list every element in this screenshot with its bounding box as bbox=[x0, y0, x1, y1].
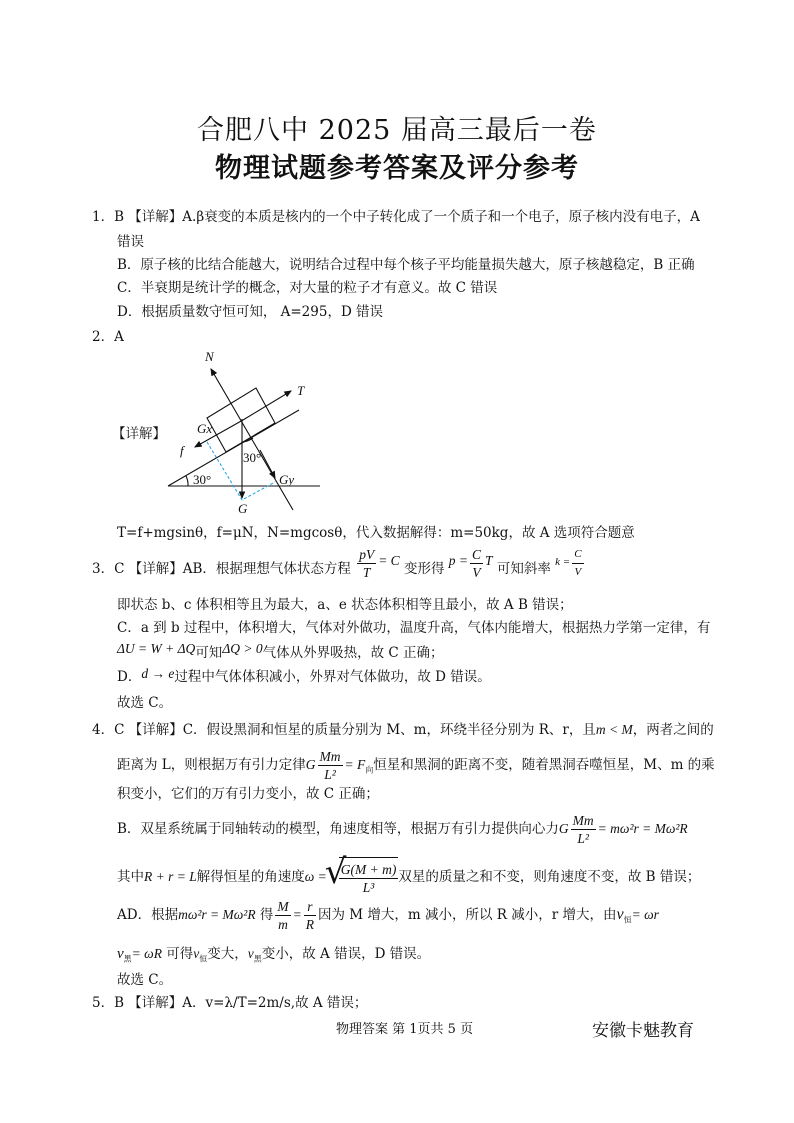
k-eq-lhs: k = bbox=[555, 556, 571, 568]
velocity-symbol: v bbox=[117, 946, 124, 962]
q3-option-d bbox=[117, 667, 491, 687]
label-angle-incline: 30° bbox=[193, 472, 212, 487]
dq-positive-eq: ΔQ > 0 bbox=[222, 641, 263, 656]
gravity-const: G bbox=[558, 821, 569, 836]
q4-text: 4．C 【详解】C．假设黑洞和恒星的质量分别为 M、m，环绕半径分别为 R、r，且 bbox=[92, 722, 596, 738]
q2-detail-label: 【详解】 bbox=[112, 426, 166, 442]
label-Gx: Gx bbox=[197, 421, 213, 436]
v-eq-wR: = ωR bbox=[131, 946, 162, 961]
q4-text: 解得恒星的角速度 bbox=[196, 869, 305, 885]
q4-text: 因为 M 增大，m 减小，所以 R 减小，r 增大，由 bbox=[318, 907, 617, 923]
fraction-den: R bbox=[305, 917, 315, 932]
q4-conclusion: 故选 C。 bbox=[117, 972, 173, 988]
r-sum-eq: R + r = L bbox=[144, 869, 197, 884]
r-over-R-fraction bbox=[304, 898, 316, 933]
page-footer: 物理答案 第 1页共 5 页 bbox=[336, 1022, 474, 1037]
q1-option-d: D．根据质量数守恒可知， A=295，D 错误 bbox=[117, 304, 384, 320]
subscript: 恒 bbox=[199, 954, 208, 964]
q2-head: 2．A bbox=[92, 329, 124, 345]
velocity-symbol: v bbox=[193, 946, 200, 961]
mm-over-l2-fraction bbox=[571, 812, 596, 847]
component-dashed-lines bbox=[207, 442, 275, 500]
label-G: G bbox=[238, 501, 248, 516]
v-eq-wr: = ωr bbox=[631, 907, 659, 922]
fraction-num: √ G(M + m) bbox=[340, 862, 397, 877]
omega-balance-eq: mω²r = Mω²R bbox=[178, 907, 256, 922]
subscript: 黑 bbox=[253, 954, 262, 964]
fraction-num: Mm bbox=[572, 813, 594, 828]
q4-text: 距离为 L，则根据万有引力定律 bbox=[117, 757, 306, 773]
q4-text: 得 bbox=[259, 907, 274, 923]
document-subtitle: 物理试题参考答案及评分参考 bbox=[215, 153, 579, 184]
subscript: 向 bbox=[365, 765, 374, 775]
q3-text: 气体从外界吸热，故 C 正确； bbox=[262, 645, 444, 661]
fraction-den: L³ bbox=[362, 880, 375, 895]
ideal-gas-fraction bbox=[357, 546, 376, 581]
q4-line2 bbox=[117, 748, 715, 788]
d-to-e-eq: d → e bbox=[141, 666, 175, 681]
fraction-den: L² bbox=[577, 831, 589, 846]
q4-line3: 积变小，它们的万有引力变小，故 C 正确； bbox=[117, 786, 379, 802]
subscript: 黑 bbox=[123, 954, 132, 964]
q3-text1: 3．C 【详解】AB．根据理想气体状态方程 bbox=[92, 561, 351, 577]
q4-line1 bbox=[92, 720, 714, 740]
gravity-const: G bbox=[305, 757, 316, 772]
velocity-symbol: v bbox=[616, 906, 624, 923]
q4-text: AD．根据 bbox=[117, 907, 179, 923]
first-law-eq: ΔU = W + ΔQ bbox=[117, 641, 196, 656]
omega-eq: ω = bbox=[304, 869, 327, 884]
c-over-v-fraction bbox=[470, 546, 483, 581]
q3-text: 过程中气体体积减小，外界对气体做功，故 D 错误。 bbox=[174, 669, 491, 685]
gy-arrow bbox=[260, 450, 275, 478]
equals: = bbox=[292, 907, 302, 922]
angle-arc-incline bbox=[186, 476, 188, 486]
fraction-num: pV bbox=[359, 547, 375, 562]
sqrt-expression bbox=[339, 857, 399, 898]
tension-arrow bbox=[243, 391, 291, 420]
q4-line6 bbox=[117, 898, 659, 938]
q1-line1: 1．B 【详解】A.β衰变的本质是核内的一个中子转化成了一个质子和一个电子，原子核内没有电子，A bbox=[92, 209, 700, 225]
fraction-num: C bbox=[572, 546, 583, 564]
centripetal-eq: = mω²r = Mω²R bbox=[597, 821, 688, 836]
q4-text: 变小，故 A 错误，D 错误。 bbox=[261, 946, 431, 962]
fraction-num: C bbox=[472, 547, 482, 562]
q4-line5 bbox=[117, 857, 700, 898]
q1-option-b: B．原子核的比结合能越大，说明结合过程中每个核子平均能量损失越大，原子核越稳定，B 正确 bbox=[117, 257, 695, 273]
q5-line1: 5．B 【详解】A．v=λ/T=2m/s,故 A 错误； bbox=[92, 995, 368, 1011]
p-eq-lhs: p = bbox=[448, 553, 469, 568]
q4-line7 bbox=[117, 944, 430, 970]
fraction-den: V bbox=[472, 565, 481, 580]
force-eq: = F bbox=[344, 757, 366, 772]
M-over-m-fraction bbox=[275, 898, 290, 933]
q4-text: 其中 bbox=[117, 869, 144, 885]
q4-text: 变大， bbox=[207, 946, 248, 962]
label-N: N bbox=[205, 349, 214, 364]
fraction-den: V bbox=[574, 566, 582, 578]
q3-text2: 变形得 bbox=[403, 561, 445, 577]
fraction-den: T bbox=[362, 565, 371, 580]
label-f: f bbox=[180, 443, 184, 458]
subscript: 恒 bbox=[623, 915, 632, 925]
q4-text: B．双星系统属于同轴转动的模型，角速度相等，根据万有引力提供向心力 bbox=[117, 821, 559, 837]
fraction-den: m bbox=[278, 917, 288, 932]
label-Gy: Gy bbox=[279, 472, 295, 487]
q4-text: 恒星和黑洞的距离不变，随着黑洞吞噬恒星，M、m 的乘 bbox=[373, 757, 715, 773]
q1-line2: 错误 bbox=[117, 234, 144, 250]
q3-text: D． bbox=[117, 669, 142, 685]
q3-text3: 可知斜率 bbox=[496, 561, 551, 577]
fraction-den: L² bbox=[324, 767, 336, 782]
q4-text: 双星的质量之和不变，则角速度不变，故 B 错误； bbox=[398, 869, 701, 885]
q3-text: 可知 bbox=[195, 645, 223, 661]
q4-text: ，两者之间的 bbox=[632, 722, 714, 738]
q1-option-c: C．半衰期是统计学的概念，对大量的粒子才有意义。故 C 错误 bbox=[117, 280, 498, 296]
q3-conclusion: 故选 C。 bbox=[117, 695, 173, 711]
fraction-num: M bbox=[277, 899, 289, 914]
brand-watermark: 安徽卡魅教育 bbox=[592, 1021, 694, 1041]
m-less-M-eq: m < M bbox=[595, 722, 633, 737]
p-eq-rhs: T bbox=[485, 553, 493, 568]
label-T: T bbox=[297, 383, 305, 398]
q4-text: 可得 bbox=[166, 946, 194, 962]
ideal-gas-rhs: = C bbox=[378, 553, 400, 568]
q3-line2: 即状态 b、c 体积相等且为最大，a、e 状态体积相等且最小，故 A B 错误； bbox=[117, 597, 573, 613]
q3-line1 bbox=[92, 547, 586, 587]
mm-over-l2-fraction bbox=[318, 748, 343, 783]
q3-line3: C．a 到 b 过程中，体积增大，气体对外做功，温度升高，气体内能增大，根据热力学第一定律，有 bbox=[117, 620, 711, 636]
label-angle-gravity: 30° bbox=[243, 450, 262, 465]
document-title: 合肥八中 2025 届高三最后一卷 bbox=[197, 115, 597, 146]
q2-equation: T=f+mgsinθ，f=μN，N=mgcosθ，代入数据解得：m=50kg，故 A 选项符合题意 bbox=[117, 525, 635, 541]
q4-line4 bbox=[117, 812, 688, 847]
q3-line4 bbox=[117, 643, 444, 663]
velocity-symbol: v bbox=[247, 946, 254, 961]
fraction-num: r bbox=[304, 898, 316, 916]
slope-fraction bbox=[572, 546, 583, 581]
fraction-num: Mm bbox=[319, 749, 341, 764]
